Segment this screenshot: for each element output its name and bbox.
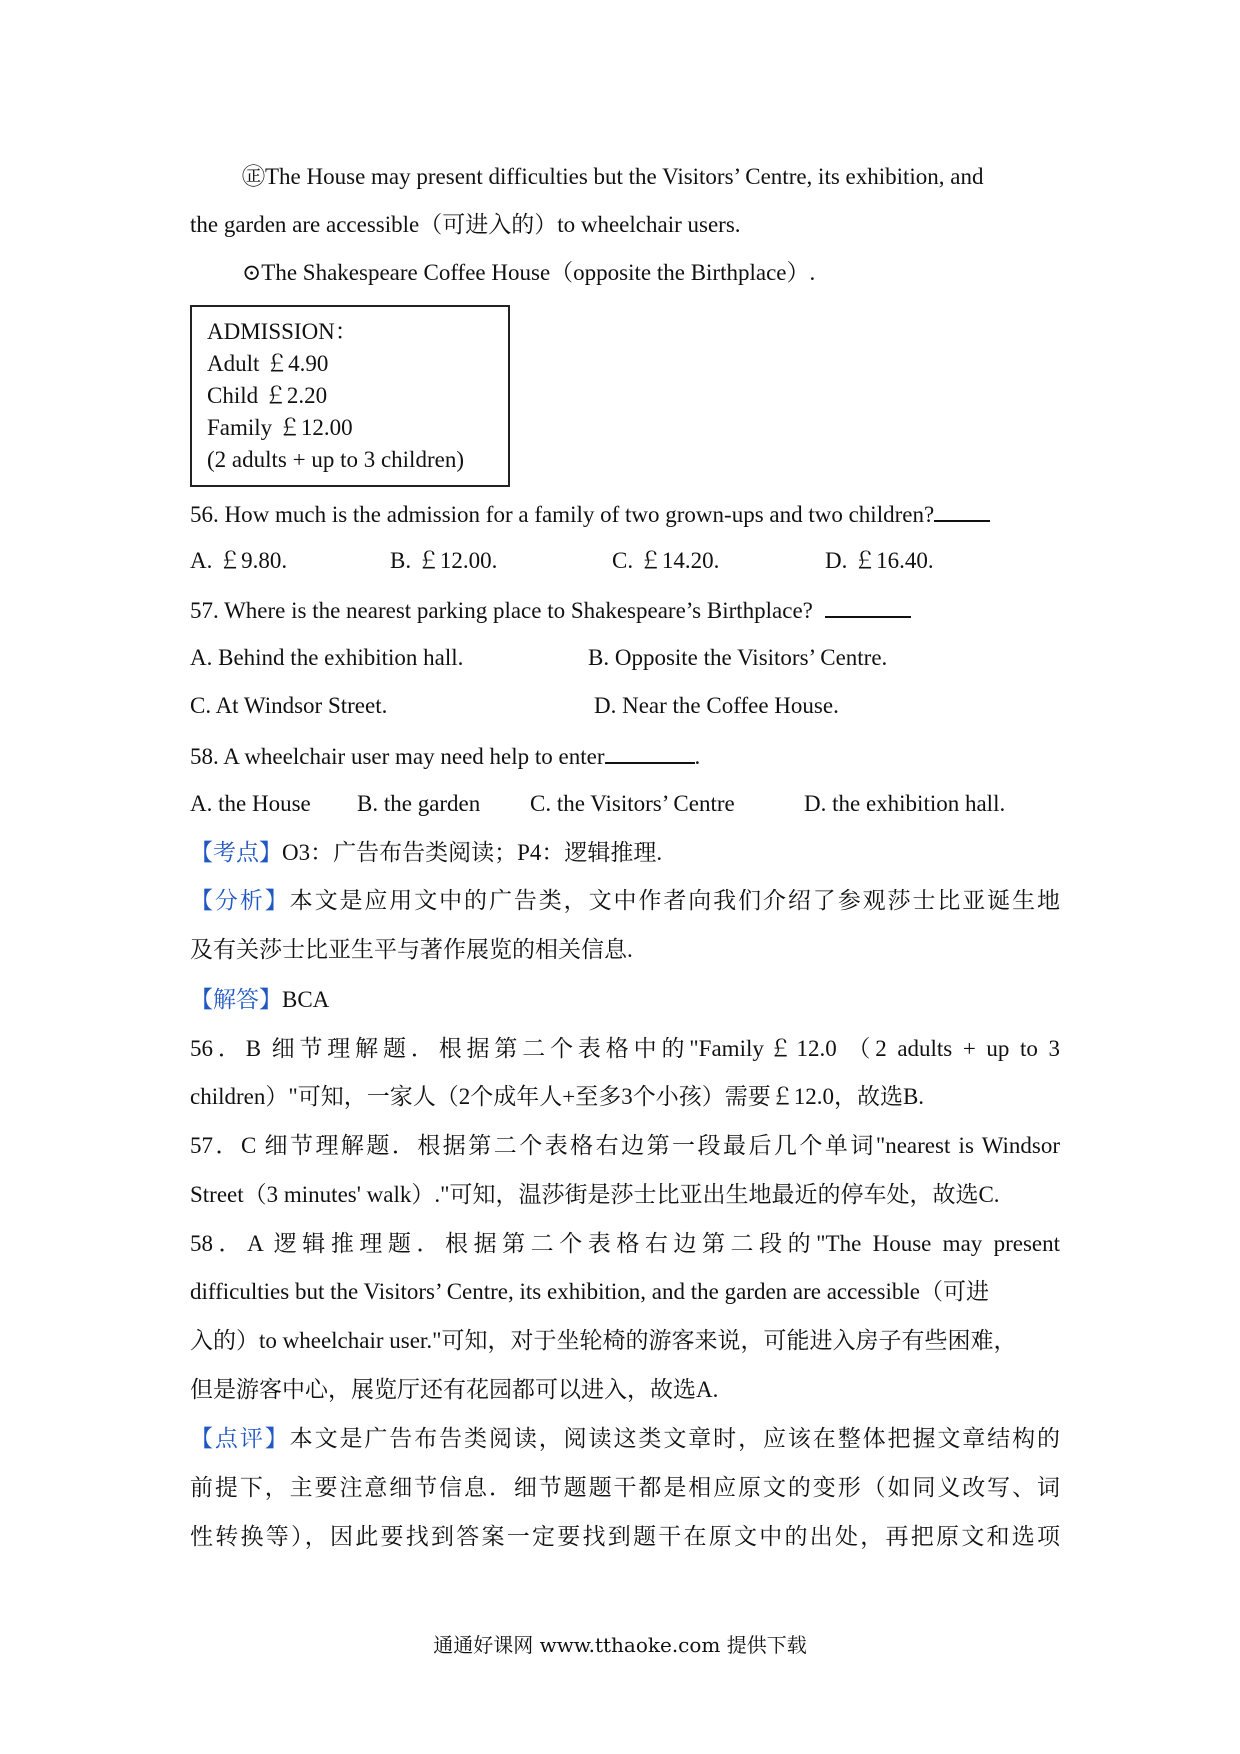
q56-explain-line-2: children）"可知，一家人（2个成年人+至多3个小孩）需要￡12.0，故选B. xyxy=(190,1084,925,1109)
kaodian-text: O3：广告布告类阅读；P4：逻辑推理. xyxy=(282,840,663,865)
dianping-line-1 xyxy=(190,1424,1060,1454)
q57-option-c: C. At Windsor Street. xyxy=(190,693,388,718)
q56-option-a: A. ￡9.80. xyxy=(190,548,288,573)
fenxi-line-2: 及有关莎士比亚生平与著作展览的相关信息. xyxy=(190,937,633,962)
fenxi-text-1: 本文是应用文中的广告类，文中作者向我们介绍了参观莎士比亚诞生地 xyxy=(289,888,1061,913)
kaodian-tag: 【考点】 xyxy=(190,840,282,865)
kaodian-line xyxy=(190,838,1060,868)
q58-explain-line-4: 但是游客中心，展览厅还有花园都可以进入，故选A. xyxy=(190,1377,719,1402)
q57-option-d: D. Near the Coffee House. xyxy=(594,693,839,718)
page-footer: 通通好课网 www.tthaoke.com 提供下载 xyxy=(433,1633,807,1657)
admission-box xyxy=(190,305,510,487)
fenxi-line-1 xyxy=(190,886,1060,916)
q56-option-b: B. ￡12.00. xyxy=(390,548,498,573)
passage-wheelchair-line-1: ㊣The House may present difficulties but the Visitors’ Centre, its exhibition, and xyxy=(242,164,984,189)
answer-blank-56 xyxy=(934,498,990,522)
fenxi-tag: 【分析】 xyxy=(190,888,290,913)
dianping-line-2: 前提下，主要注意细节信息．细节题题干都是相应原文的变形（如同义改写、词 xyxy=(190,1475,1060,1500)
q58-explain-line-1: 58．A 逻辑推理题．根据第二个表格右边第二段的"The House may present xyxy=(190,1231,1060,1256)
jieda-tag: 【解答】 xyxy=(190,987,282,1012)
jieda-text: BCA xyxy=(282,987,330,1012)
answer-blank-58 xyxy=(605,740,695,764)
admission-adult: Adult ￡4.90 xyxy=(207,351,329,376)
admission-child: Child ￡2.20 xyxy=(207,383,328,408)
q56-option-c: C. ￡14.20. xyxy=(612,548,720,573)
question-57 xyxy=(190,594,1060,626)
passage-coffee-house: ⊙The Shakespeare Coffee House（opposite the Birthplace）. xyxy=(242,260,816,285)
q58-option-d: D. the exhibition hall. xyxy=(804,791,1006,816)
admission-title: ADMISSION： xyxy=(207,319,358,344)
admission-family-note: (2 adults + up to 3 children) xyxy=(207,447,464,472)
q58-explain-line-2: difficulties but the Visitors’ Centre, its exhibition, and the garden are accessible（可进 xyxy=(190,1279,989,1304)
question-58 xyxy=(190,740,1060,772)
q57-explain-line-1: 57．C 细节理解题．根据第二个表格右边第一段最后几个单词"nearest is Windsor xyxy=(190,1133,1060,1158)
q57-explain-line-2: Street（3 minutes' walk）."可知，温莎街是莎士比亚出生地最近的停车处，故选C. xyxy=(190,1182,1000,1207)
dianping-line-3: 性转换等），因此要找到答案一定要找到题干在原文中的出处，再把原文和选项 xyxy=(190,1524,1060,1549)
q56-explain-line-1: 56．B 细节理解题．根据第二个表格中的"Family￡12.0 （2 adults + up to 3 xyxy=(190,1036,1060,1061)
q58-option-b: B. the garden xyxy=(357,791,481,816)
q58-option-c: C. the Visitors’ Centre xyxy=(530,791,735,816)
admission-family: Family ￡12.00 xyxy=(207,415,353,440)
question-56-stem: 56. How much is the admission for a family of two grown-ups and two children? xyxy=(190,502,935,527)
jieda-line xyxy=(190,985,1060,1015)
question-56 xyxy=(190,498,1060,530)
q57-option-a: A. Behind the exhibition hall. xyxy=(190,645,464,670)
question-57-stem: 57. Where is the nearest parking place to Shakespeare’s Birthplace? xyxy=(190,598,813,623)
q58-explain-line-3: 入的）to wheelchair user."可知，对于坐轮椅的游客来说，可能进入房子有些困难， xyxy=(190,1328,1017,1353)
question-58-stem: 58. A wheelchair user may need help to enter xyxy=(190,744,605,769)
answer-blank-57 xyxy=(825,594,911,618)
passage-wheelchair-line-2: the garden are accessible（可进入的）to wheelchair users. xyxy=(190,212,741,237)
question-58-stem-end: . xyxy=(694,744,701,769)
dianping-tag: 【点评】 xyxy=(190,1426,290,1451)
q58-option-a: A. the House xyxy=(190,791,311,816)
q56-option-d: D. ￡16.40. xyxy=(825,548,934,573)
q57-option-b: B. Opposite the Visitors’ Centre. xyxy=(588,645,888,670)
dianping-text-1: 本文是广告布告类阅读，阅读这类文章时，应该在整体把握文章结构的 xyxy=(289,1426,1061,1451)
